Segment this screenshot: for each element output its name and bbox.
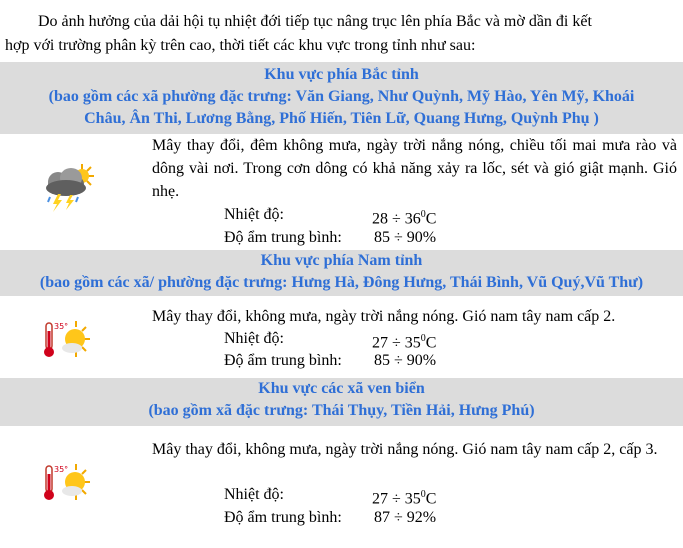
- region-description: Mây thay đổi, đêm không mưa, ngày trời nắng nóng, chiều tối mai mưa rào và dông vài nơi. Trong cơn dông có khả năng xảy ra lốc, sét và gió giật mạnh. Gió nhẹ.: [152, 137, 677, 200]
- region-north-body: [0, 134, 683, 249]
- region-description: Mây thay đổi, không mưa, ngày trời nắng nóng. Gió nam tây nam cấp 2.: [152, 308, 616, 325]
- region-title: Khu vực phía Nam tỉnh: [260, 252, 423, 269]
- intro-line-2: hợp với trường phân kỳ trên cao, thời tiết các khu vực trong tỉnh như sau:: [5, 37, 476, 54]
- region-coastal-header: [0, 378, 683, 426]
- humidity-value: 87 ÷ 92%: [374, 509, 437, 526]
- thunderstorm-icon: [40, 162, 98, 219]
- temperature-value: $28 \div 36^0C$: [372, 209, 437, 228]
- intro-paragraph: [0, 10, 683, 58]
- region-coastal-body: [0, 438, 683, 538]
- region-subtitle: (bao gồm xã đặc trưng: Thái Thụy, Tiền Hải, Hưng Phú): [148, 402, 535, 419]
- region-north-header: [0, 62, 683, 134]
- humidity-value: 85 ÷ 90%: [374, 229, 437, 246]
- temperature-value: $27 \div 35^0C$: [372, 489, 437, 508]
- humidity-label: Độ ẩm trung bình:: [224, 229, 342, 246]
- humidity-label: Độ ẩm trung bình:: [224, 509, 342, 526]
- svg-text:35°: 35°: [54, 465, 69, 474]
- temperature-label: Nhiệt độ:: [224, 486, 284, 503]
- humidity-label: Độ ẩm trung bình:: [224, 352, 342, 369]
- region-title: Khu vực phía Bắc tỉnh: [264, 66, 419, 83]
- svg-text:35°: 35°: [54, 322, 69, 331]
- hot-sun-thermometer-icon: [40, 317, 96, 366]
- region-south-header: [0, 250, 683, 296]
- temperature-value: $27 \div 35^0C$: [372, 333, 437, 352]
- region-subtitle: Châu, Ân Thi, Lương Bằng, Phố Hiến, Tiên Lữ, Quang Hưng, Quỳnh Phụ ): [84, 110, 599, 127]
- hot-sun-thermometer-icon: [40, 460, 96, 509]
- humidity-value: 85 ÷ 90%: [374, 352, 437, 369]
- region-subtitle: (bao gồm các xã/ phường đặc trưng: Hưng Hà, Đông Hưng, Thái Bình, Vũ Quý,Vũ Thư): [39, 274, 644, 291]
- region-south-body: [0, 305, 683, 375]
- temperature-label: Nhiệt độ:: [224, 330, 284, 347]
- region-title: Khu vực các xã ven biển: [258, 380, 425, 397]
- region-description: Mây thay đổi, không mưa, ngày trời nắng nóng. Gió nam tây nam cấp 2, cấp 3.: [152, 441, 658, 458]
- region-subtitle: (bao gồm các xã phường đặc trưng: Văn Giang, Như Quỳnh, Mỹ Hào, Yên Mỹ, Khoái: [48, 88, 635, 105]
- intro-line-1: Do ảnh hưởng của dải hội tụ nhiệt đới tiếp tục nâng trục lên phía Bắc và mờ dần đi kết: [38, 13, 592, 30]
- temperature-label: Nhiệt độ:: [224, 206, 284, 223]
